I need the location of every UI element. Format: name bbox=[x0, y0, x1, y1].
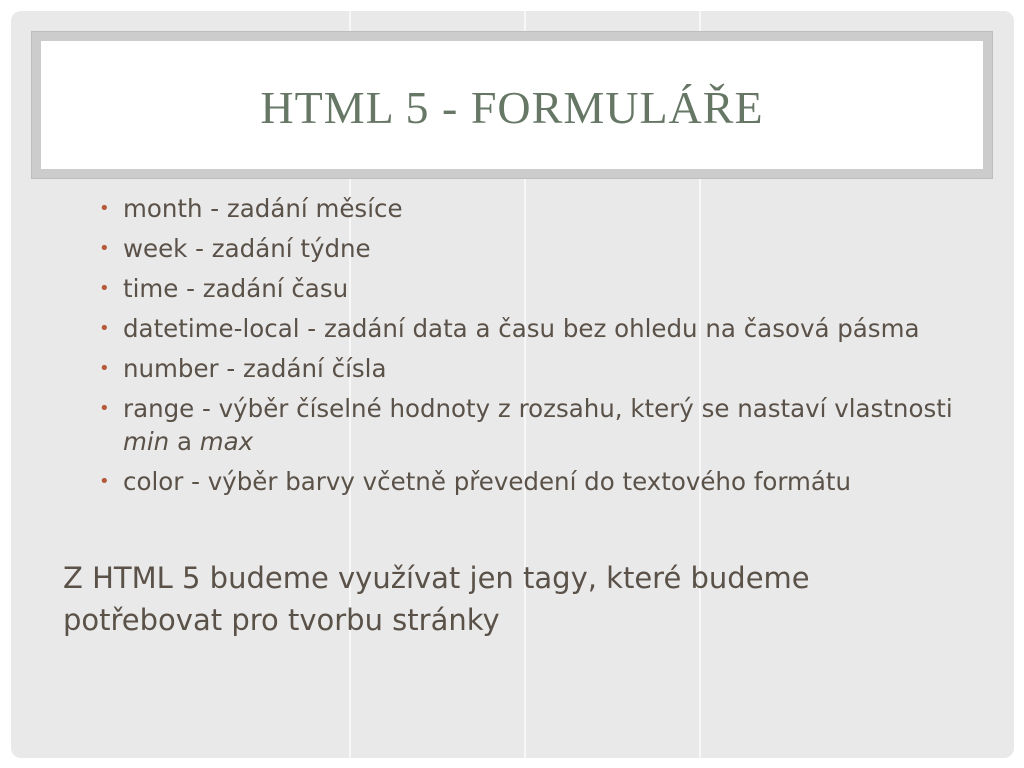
bullet-dot-icon: • bbox=[99, 398, 110, 419]
body-paragraph: Z HTML 5 budeme využívat jen tagy, které budeme potřebovat pro tvorbu stránky bbox=[63, 561, 810, 637]
bullet-text: week - zadání týdne bbox=[123, 234, 371, 263]
bullet-item bbox=[96, 192, 976, 225]
title-box bbox=[41, 41, 983, 169]
bullet-text: a bbox=[169, 427, 200, 456]
title-frame bbox=[31, 31, 993, 179]
bullet-dot-icon: • bbox=[99, 238, 110, 259]
bullet-emphasis: max bbox=[199, 427, 254, 456]
bullet-dot-icon: • bbox=[99, 358, 110, 379]
bullet-text: time - zadání času bbox=[123, 274, 349, 303]
bullet-dot-icon: • bbox=[99, 278, 110, 299]
bullet-text: number - zadání čísla bbox=[123, 354, 387, 383]
bullet-item bbox=[96, 232, 976, 265]
bullet-text: month - zadání měsíce bbox=[123, 194, 403, 223]
bullet-list bbox=[96, 192, 976, 505]
bullet-dot-icon: • bbox=[99, 471, 110, 492]
bullet-emphasis: min bbox=[123, 427, 170, 456]
bullet-text: color - výběr barvy včetně převedení do textového formátu bbox=[123, 467, 851, 496]
bullet-dot-icon: • bbox=[99, 318, 110, 339]
bullet-dot-icon: • bbox=[99, 198, 110, 219]
bullet-item bbox=[96, 352, 976, 385]
bullet-item bbox=[96, 465, 976, 498]
slide-title: HTML 5 - FORMULÁŘE bbox=[260, 81, 764, 133]
bullet-item bbox=[96, 392, 976, 458]
bullet-text: range - výběr číselné hodnoty z rozsahu, který se nastaví vlastnosti bbox=[123, 394, 953, 423]
bullet-text: datetime-local - zadání data a času bez ohledu na časová pásma bbox=[123, 314, 920, 343]
bullet-item bbox=[96, 312, 976, 345]
bullet-item bbox=[96, 272, 976, 305]
